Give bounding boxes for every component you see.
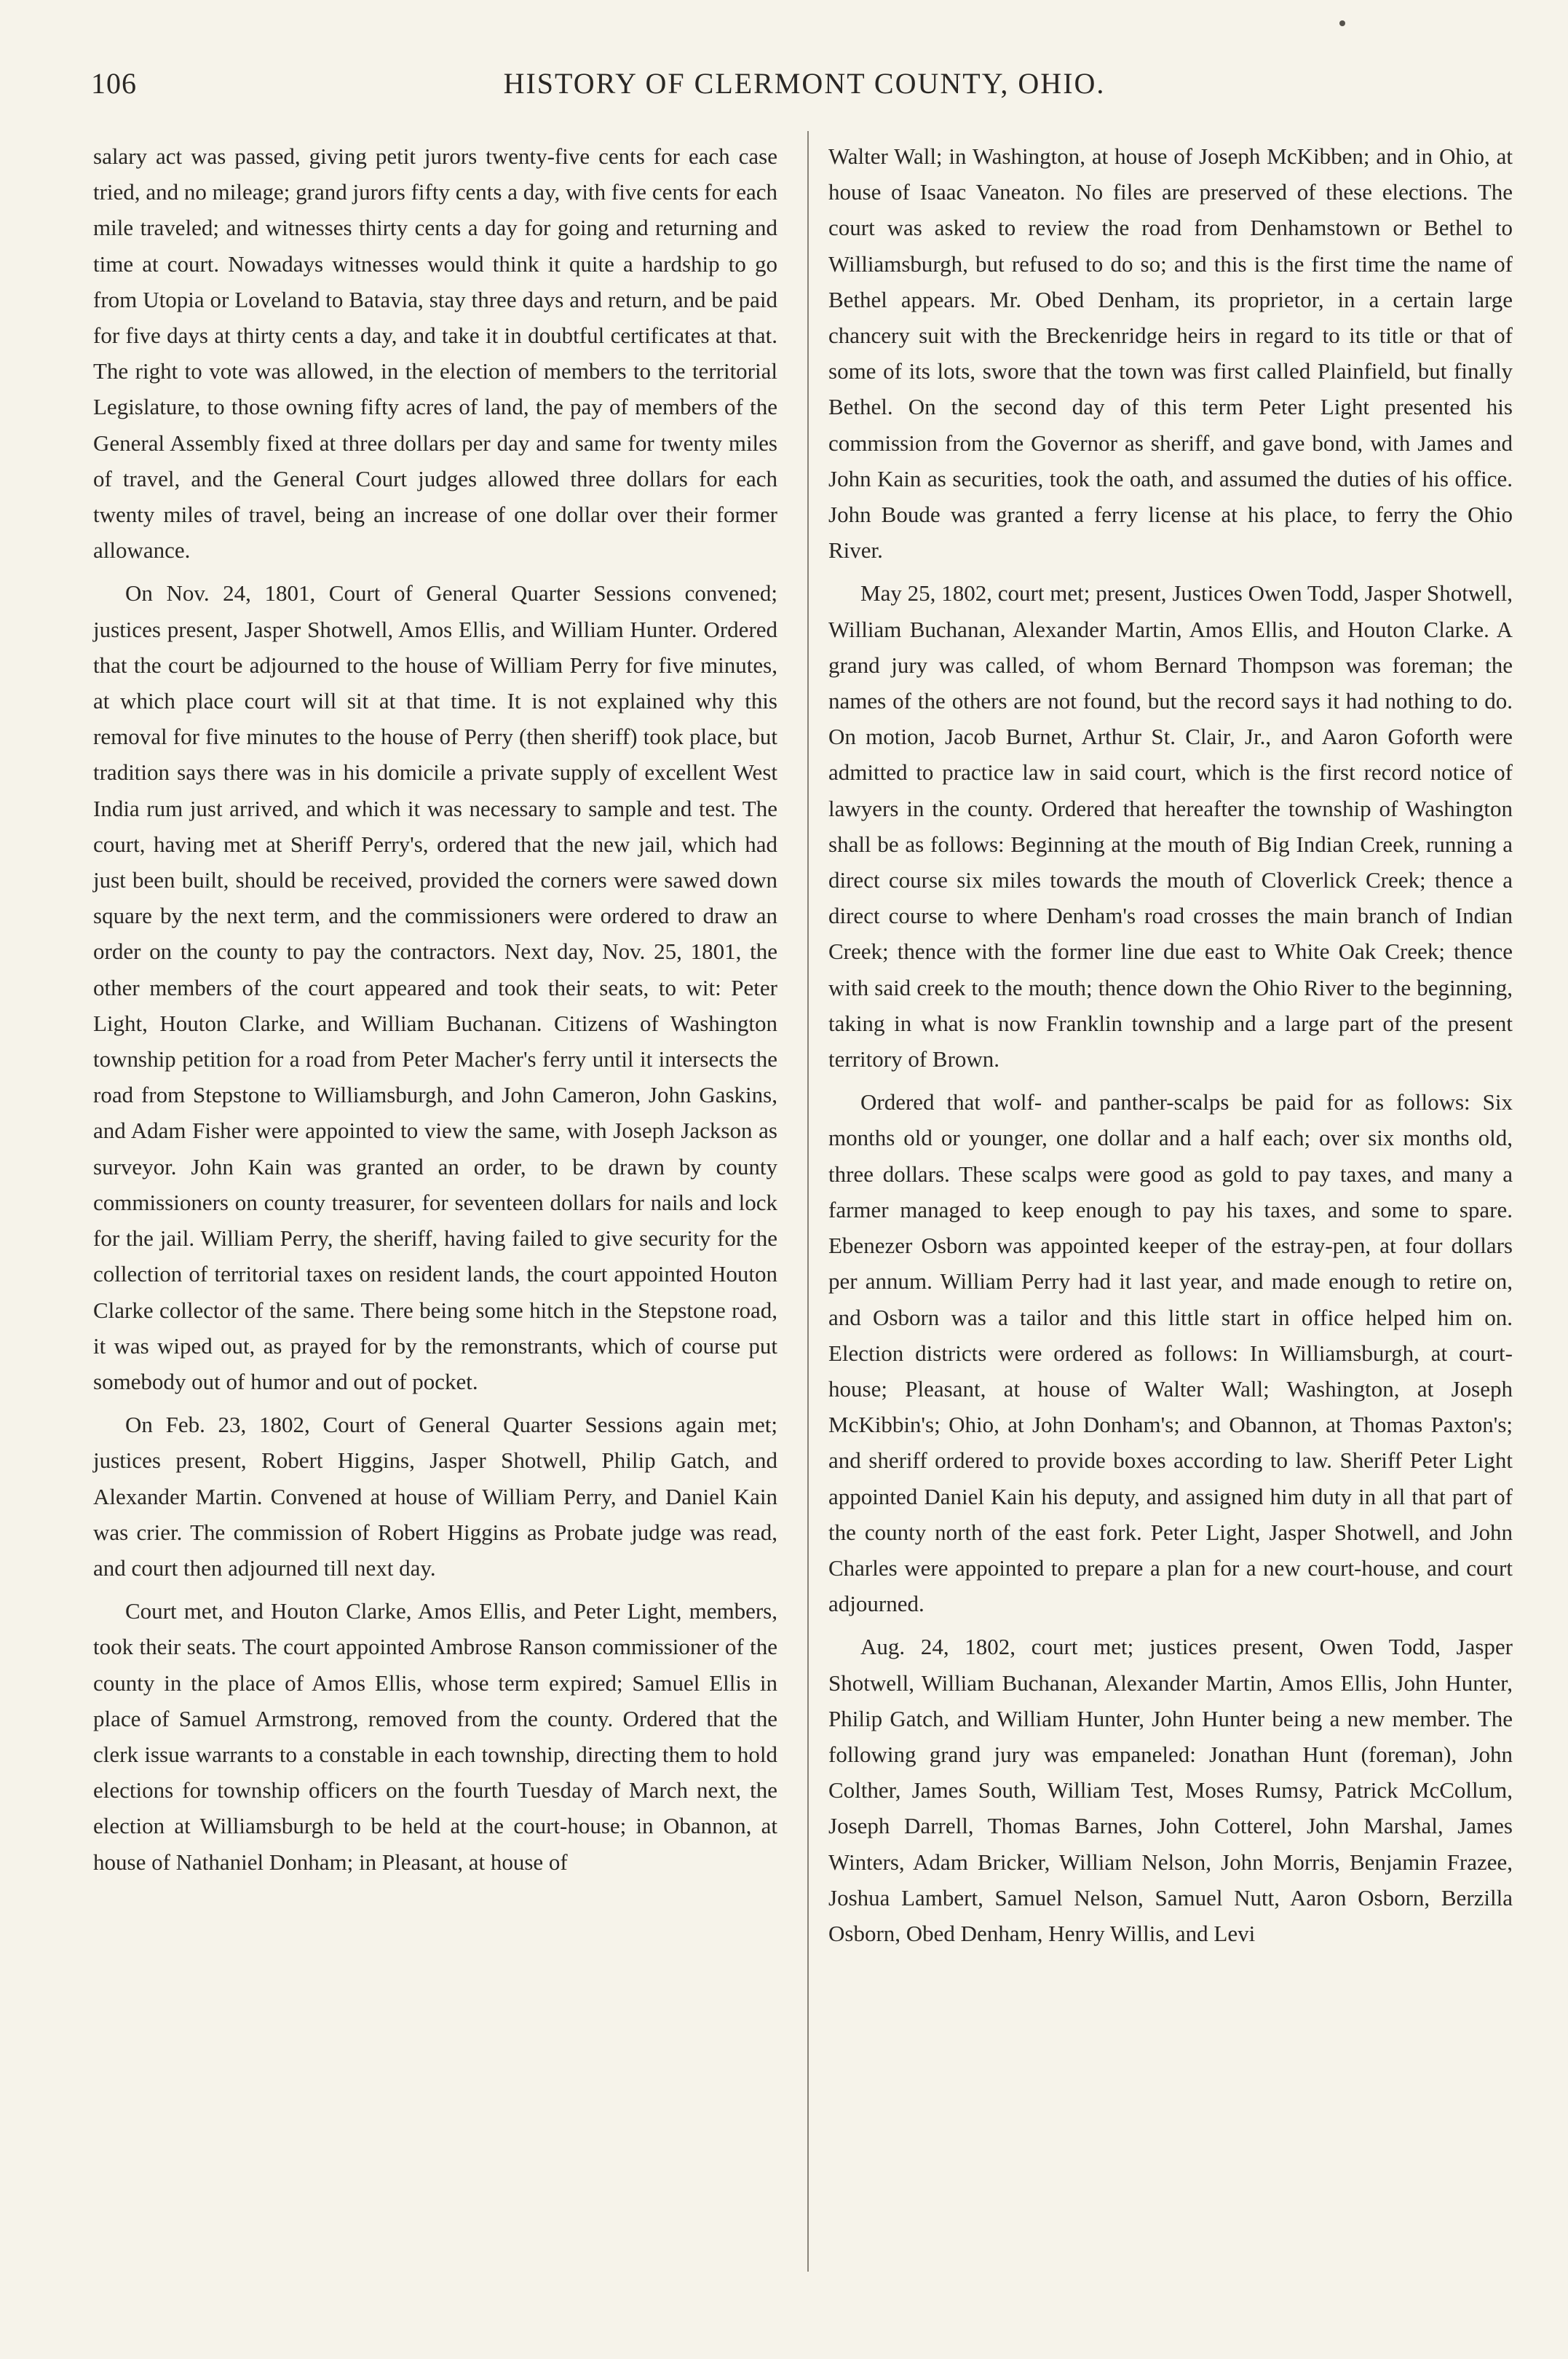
page-header	[91, 58, 1518, 109]
right-column	[828, 138, 1513, 1959]
page-number: 106	[91, 67, 137, 100]
paragraph: May 25, 1802, court met; present, Justices Owen Todd, Jasper Shotwell, William Buchanan, Alexander Martin, Amos Ellis, and Houton Clarke. A grand jury was called, of whom Bernard Thompson was foreman; the names of the others are not found, but the record says it had nothing to do. On motion, Jacob Burnet, Arthur St. Clair, Jr., and Aaron Goforth were admitted to practice law in said court, which is the first record notice of lawyers in the county. Ordered that hereafter the township of Washington shall be as follows: Beginning at the mouth of Big Indian Creek, running a direct course six miles towards the mouth of Cloverlick Creek; thence a direct course to where Denham's road crosses the main branch of Indian Creek; thence with the former line due east to White Oak Creek; thence with said creek to the mouth; thence down the Ohio River to the beginning, taking in what is now Franklin township and a large part of the present territory of Brown.	[828, 580, 1513, 1072]
paragraph: salary act was passed, giving petit jurors twenty-five cents for each case tried, and no mileage; grand jurors fifty cents a day, with five cents for each mile traveled; and witnesses thirty cents a day for going and returning and time at court. Nowadays witnesses would think it quite a hardship to go from Utopia or Loveland to Batavia, stay three days and return, and be paid for five days at thirty cents a day, and take it in doubtful certificates at that. The right to vote was allowed, in the election of members to the territorial Legislature, to those owning fifty acres of land, the pay of members of the General Assembly fixed at three dollars per day and same for twenty miles of travel, and the General Court judges allowed three dollars for each twenty miles of travel, being an increase of one dollar over their former allowance.	[93, 143, 777, 564]
left-column	[93, 138, 777, 1887]
paragraph: Walter Wall; in Washington, at house of Joseph McKibben; and in Ohio, at house of Isaac Vaneaton. No files are preserved of these elections. The court was asked to review the road from Denhamstown or Bethel to Williamsburgh, but refused to do so; and this is the first time the name of Bethel appears. Mr. Obed Denham, its proprietor, in a certain large chancery suit with the Breckenridge heirs in regard to its title or that of some of its lots, swore that the town was first called Plainfield, but finally Bethel. On the second day of this term Peter Light presented his commission from the Governor as sheriff, and gave bond, with James and John Kain as securities, took the oath, and assumed the duties of his office. John Boude was granted a ferry license at his place, to ferry the Ohio River.	[828, 143, 1513, 564]
paragraph: Ordered that wolf- and panther-scalps be paid for as follows: Six months old or younger, one dollar and a half each; over six months old, three dollars. These scalps were good as gold to pay taxes, and many a farmer managed to keep enough to pay his taxes, and some to spare. Ebenezer Osborn was appointed keeper of the estray-pen, at four dollars per annum. William Perry had it last year, and made enough to retire on, and Osborn was a tailor and this little start in office helped him on. Election districts were ordered as follows: In Williamsburgh, at court-house; Pleasant, at house of Walter Wall; Washington, at Joseph McKibbin's; Ohio, at John Donham's; and Obannon, at Thomas Paxton's; and sheriff ordered to provide boxes according to law. Sheriff Peter Light appointed Daniel Kain his deputy, and assigned him duty in all that part of the county north of the east fork. Peter Light, Jasper Shotwell, and John Charles were appointed to prepare a plan for a new court-house, and court adjourned.	[828, 1089, 1513, 1617]
paragraph: Court met, and Houton Clarke, Amos Ellis, and Peter Light, members, took their seats. The court appointed Ambrose Ranson commissioner of the county in the place of Amos Ellis, whose term expired; Samuel Ellis in place of Samuel Armstrong, removed from the county. Ordered that the clerk issue warrants to a constable in each township, directing them to hold elections for township officers on the fourth Tuesday of March next, the election at Williamsburgh to be held at the court-house; in Obannon, at house of Nathaniel Donham; in Pleasant, at house of	[93, 1598, 777, 1875]
paragraph: On Nov. 24, 1801, Court of General Quarter Sessions convened; justices present, Jasper Shotwell, Amos Ellis, and William Hunter. Ordered that the court be adjourned to the house of William Perry for five minutes, at which place court will sit at that time. It is not explained why this removal for five minutes to the house of Perry (then sheriff) took place, but tradition says there was in his domicile a private supply of excellent West India rum just arrived, and which it was necessary to sample and test. The court, having met at Sheriff Perry's, ordered that the new jail, which had just been built, should be received, provided the corners were sawed down square by the next term, and the commissioners were ordered to draw an order on the county to pay the contractors. Next day, Nov. 25, 1801, the other members of the court appeared and took their seats, to wit: Peter Light, Houton Clarke, and William Buchanan. Citizens of Washington township petition for a road from Peter Macher's ferry until it intersects the road from Stepstone to Williamsburgh, and John Cameron, John Gaskins, and Adam Fisher were appointed to view the same, with Joseph Jackson as surveyor. John Kain was granted an order, to be drawn by county commissioners on county treasurer, for seventeen dollars for nails and lock for the jail. William Perry, the sheriff, having failed to give security for the collection of territorial taxes on resident lands, the court appointed Houton Clarke collector of the same. There being some hitch in the Stepstone road, it was wiped out, as prayed for by the remonstrants, which of course put somebody out of humor and out of pocket.	[93, 580, 777, 1394]
ink-speck	[1339, 20, 1345, 26]
paragraph: On Feb. 23, 1802, Court of General Quarter Sessions again met; justices present, Robert Higgins, Jasper Shotwell, Philip Gatch, and Alexander Martin. Convened at house of William Perry, and Daniel Kain was crier. The commission of Robert Higgins as Probate judge was read, and court then adjourned till next day.	[93, 1412, 777, 1581]
paragraph: Aug. 24, 1802, court met; justices present, Owen Todd, Jasper Shotwell, William Buchanan, Alexander Martin, Amos Ellis, John Hunter, Philip Gatch, and William Hunter, John Hunter being a new member. The following grand jury was empaneled: Jonathan Hunt (foreman), John Colther, James South, William Test, Moses Rumsy, Patrick McCollum, Joseph Darrell, Thomas Barnes, John Cotterel, John Marshal, James Winters, Adam Bricker, William Nelson, John Morris, Benjamin Frazee, Joshua Lambert, Samuel Nelson, Samuel Nutt, Aaron Osborn, Berzilla Osborn, Obed Denham, Henry Willis, and Levi	[828, 1634, 1513, 1946]
running-head: HISTORY OF CLERMONT COUNTY, OHIO.	[503, 67, 1106, 100]
column-divider	[807, 131, 809, 2272]
